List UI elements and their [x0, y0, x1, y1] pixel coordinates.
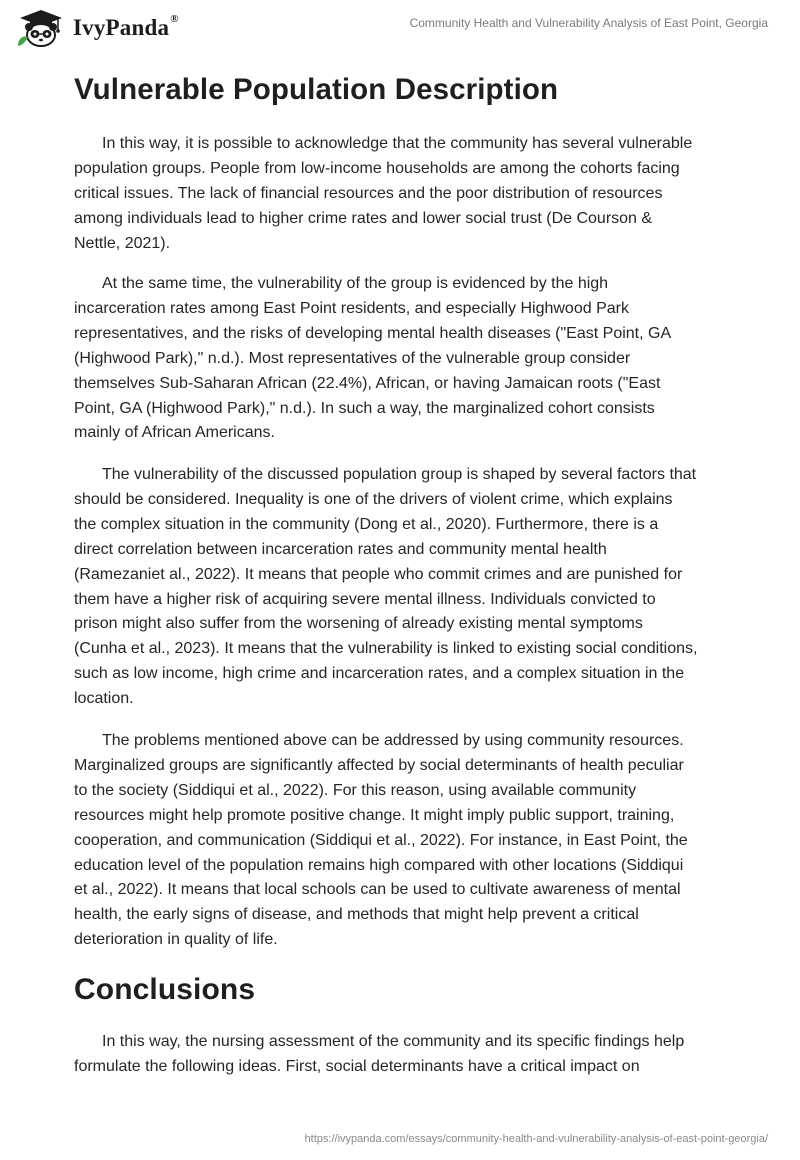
paragraph-line: In this way, the nursing assessment of the community and its specific findings help: [102, 1033, 685, 1050]
paragraph-line: the complex situation in the community (Dong et al., 2020). Furthermore, there is a: [74, 515, 659, 533]
paragraph-line: such as low income, high crime and incarceration rates, and a complex situation in the: [74, 665, 685, 683]
paragraph-line: to the society (Siddiqui et al., 2022). For this reason, using available community: [74, 781, 637, 799]
paragraph-line: et al., 2022). It means that local schools can be used to cultivate awareness of mental: [74, 881, 681, 899]
paragraph-line: among individuals lead to higher crime rates and lower social trust (De Courson &: [74, 209, 653, 227]
paragraph-line: (Ramezaniet al., 2022). It means that people who commit crimes and are punished for: [74, 565, 683, 583]
paragraph: [74, 729, 734, 953]
document-title: Community Health and Vulnerability Analysis of East Point, Georgia: [409, 16, 768, 30]
paragraph-line: (Cunha et al., 2023). It means that the vulnerability is linked to existing social conditions,: [74, 640, 698, 658]
paragraph-line: incarceration rates among East Point residents, and especially Highwood Park: [74, 299, 629, 317]
paragraph: [74, 132, 734, 257]
brand-name: [73, 15, 179, 41]
paragraph-line: education level of the population remains high compared with other locations (Siddiqui: [74, 856, 684, 874]
brand-name-text: IvyPanda: [73, 15, 170, 40]
paragraph-line: representatives, and the risks of developing mental health diseases ("East Point, GA: [74, 324, 672, 342]
brand-logo[interactable]: [14, 8, 179, 48]
paragraph-line: prison might also suffer from the worsening of already existing mental symptoms: [74, 615, 643, 633]
paragraph-line: critical issues. The lack of financial resources and the poor distribution of resources: [74, 184, 663, 202]
paragraph: [74, 463, 734, 712]
paragraph-line: deterioration in quality of life.: [74, 931, 278, 949]
paragraph-line: population groups. People from low-income households are among the cohorts facing: [74, 159, 680, 177]
paragraph-line: The vulnerability of the discussed population group is shaped by several factors that: [102, 466, 697, 483]
section-heading-conclusions: Conclusions: [74, 973, 256, 1006]
source-url-link[interactable]: https://ivypanda.com/essays/community-health-and-vulnerability-analysis-of-east-point-georgia/: [304, 1133, 768, 1145]
paragraph-line: The problems mentioned above can be addressed by using community resources.: [102, 732, 684, 749]
paragraph-line: Point, GA (Highwood Park)," n.d.). In such a way, the marginalized cohort consists: [74, 399, 655, 417]
section-heading-vulnerable-population: Vulnerable Population Description: [74, 73, 559, 106]
paragraph-line: health, the early signs of disease, and methods that might help prevent a critical: [74, 906, 639, 924]
paragraph-line: should be considered. Inequality is one of the drivers of violent crime, which explains: [74, 490, 673, 508]
paragraph-line: Nettle, 2021).: [74, 234, 171, 252]
paragraph: [74, 272, 734, 446]
paragraph-line: formulate the following ideas. First, social determinants have a critical impact on: [74, 1057, 640, 1075]
paragraph-line: resources might help promote positive change. It might imply public support, training,: [74, 806, 675, 824]
paragraph-line: At the same time, the vulnerability of the group is evidenced by the high: [102, 275, 609, 292]
paragraph-line: direct correlation between incarceration rates and community mental health: [74, 540, 607, 558]
panda-mascot-icon: [14, 8, 66, 48]
trademark-symbol: ®: [170, 13, 179, 25]
paragraph: [74, 1030, 734, 1080]
paragraph-line: (Highwood Park)," n.d.). Most representatives of the vulnerable group consider: [74, 349, 631, 367]
paragraph-line: them have a higher risk of acquiring severe mental illness. Individuals convicted to: [74, 590, 656, 608]
paragraph-line: location.: [74, 690, 134, 708]
paragraph-line: cooperation, and communication (Siddiqui et al., 2022). For instance, in East Point, the: [74, 831, 688, 849]
paragraph-line: mainly of African Americans.: [74, 424, 275, 442]
paragraph-line: Marginalized groups are significantly affected by social determinants of health peculiar: [74, 756, 684, 774]
paragraph-line: In this way, it is possible to acknowledge that the community has several vulnerable: [102, 135, 693, 152]
paragraph-line: themselves Sub-Saharan African (22.4%), African, or having Jamaican roots ("East: [74, 374, 661, 392]
